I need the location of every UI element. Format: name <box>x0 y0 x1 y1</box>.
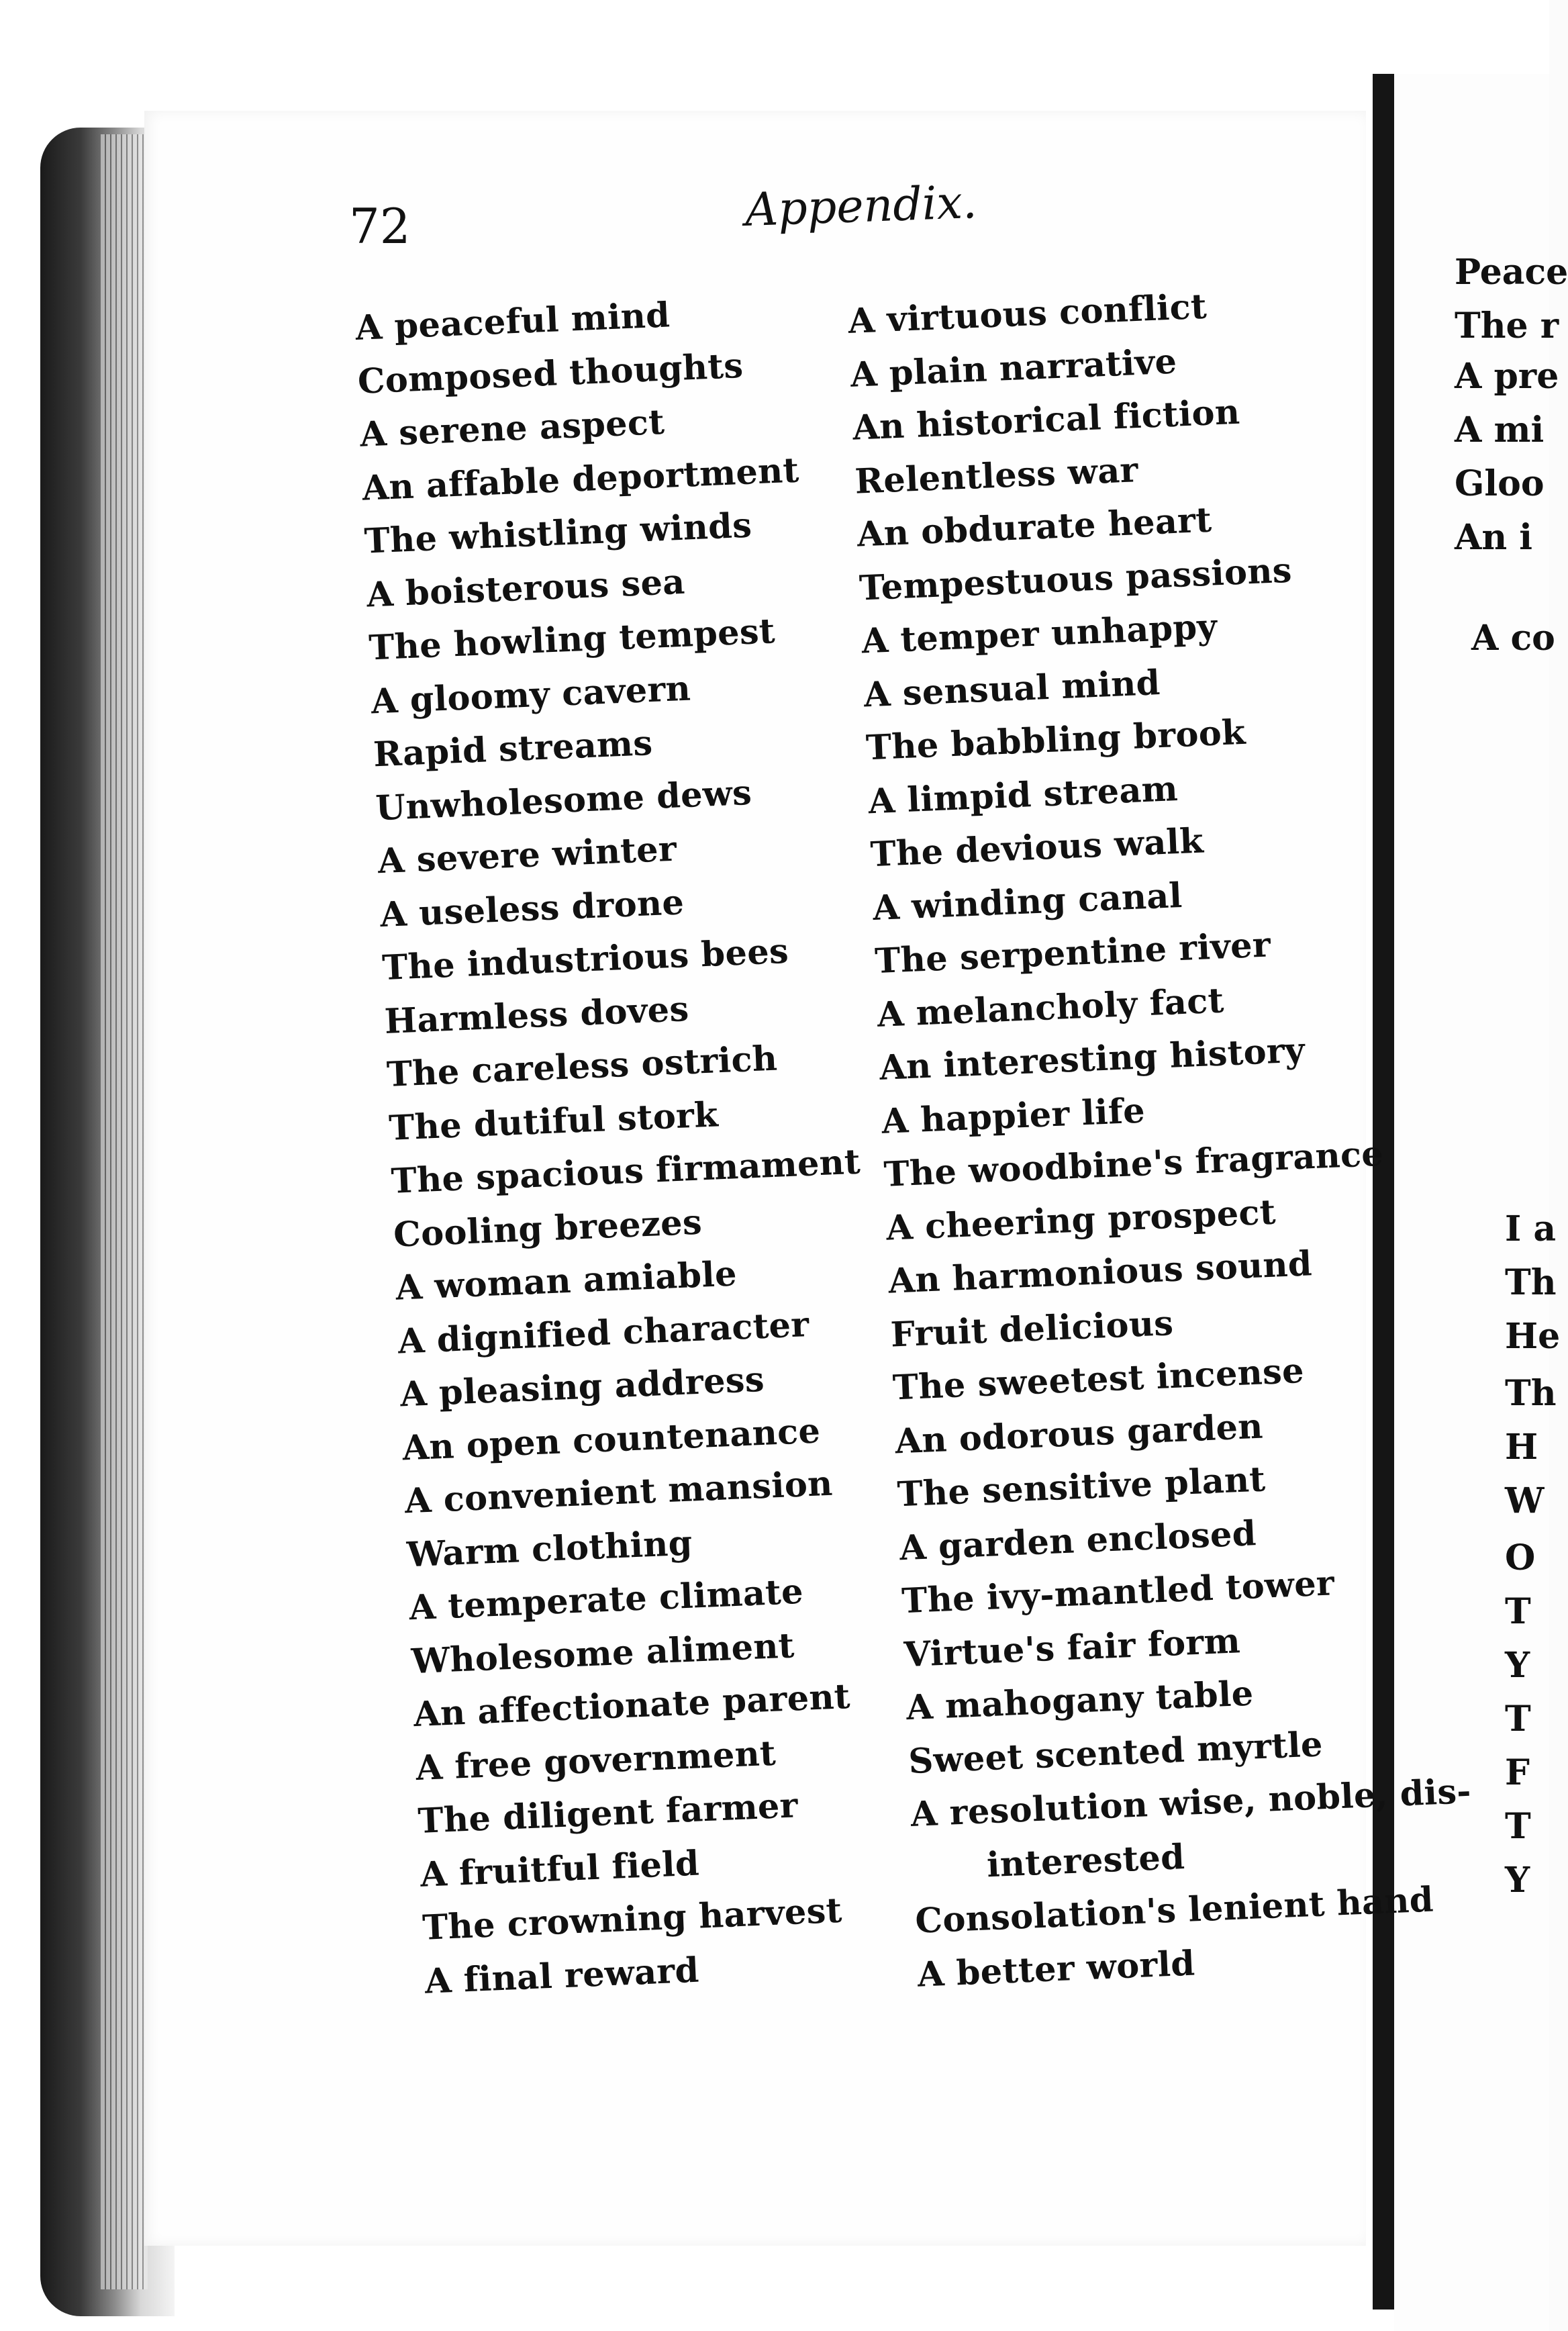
phrase-line: An open countenance <box>401 1410 822 1468</box>
phrase-line: The crowning harvest <box>422 1890 843 1948</box>
phrase-line: Relentless war <box>854 449 1139 502</box>
phrase-line: A better world <box>916 1943 1196 1995</box>
phrase-line: An historical fiction <box>852 391 1241 448</box>
phrase-line: A useless drone <box>379 882 685 935</box>
phrase-line: An obdurate heart <box>856 500 1213 555</box>
phrase-line: A dignified character <box>397 1304 810 1362</box>
phrase-line: An interesting history <box>878 1030 1306 1088</box>
phrase-line: Tempestuous passions <box>859 550 1293 609</box>
facing-page-fragment: Th <box>1505 1262 1557 1303</box>
phrase-line: Rapid streams <box>373 723 654 775</box>
phrase-line: Cooling breezes <box>392 1202 703 1255</box>
facing-page-fragment: Y <box>1505 1860 1530 1901</box>
phrase-line: An affectionate parent <box>412 1676 851 1735</box>
facing-page-fragment: He <box>1505 1316 1561 1357</box>
phrase-line: A garden enclosed <box>898 1513 1257 1568</box>
right-phrase-column <box>847 272 1479 2002</box>
phrase-line: The careless ostrich <box>385 1038 779 1095</box>
phrase-line: A woman amiable <box>395 1253 738 1309</box>
facing-page-fragment: An i <box>1455 517 1533 558</box>
phrase-line: A limpid stream <box>867 768 1179 822</box>
phrase-line: The babbling brook <box>865 712 1246 769</box>
phrase-line: Consolation's lenient hand <box>914 1879 1434 1942</box>
page-stack-edges <box>101 134 148 2289</box>
phrase-line: Wholesome aliment <box>410 1625 795 1682</box>
phrase-line: The devious walk <box>869 820 1205 875</box>
phrase-line: A serene aspect <box>359 401 666 455</box>
phrase-line: A mahogany table <box>905 1673 1255 1729</box>
facing-page-fragment: Peace <box>1455 252 1568 293</box>
phrase-line: An affable deportment <box>361 450 800 509</box>
phrase-line: A happier life <box>881 1090 1146 1142</box>
facing-page-fragment: O <box>1505 1537 1536 1578</box>
phrase-line: The dutiful stork <box>388 1094 720 1149</box>
phrase-line: Warm clothing <box>405 1523 693 1575</box>
phrase-line: The serpentine river <box>874 924 1272 982</box>
phrase-line: A winding canal <box>871 875 1183 929</box>
phrase-line: Harmless doves <box>383 988 690 1042</box>
phrase-line: The woodbine's fragrance <box>883 1133 1385 1195</box>
phrase-line: Composed thoughts <box>356 345 744 402</box>
facing-page-fragment: Th <box>1505 1373 1557 1414</box>
phrase-line: The whistling winds <box>363 505 753 562</box>
phrase-line: A free government <box>415 1733 777 1789</box>
phrase-line: interested <box>985 1836 1186 1885</box>
facing-page-fragment: A pre <box>1455 356 1559 397</box>
phrase-line: A plain narrative <box>849 341 1178 395</box>
facing-page-fragment: A co <box>1471 618 1555 659</box>
facing-page-fragment: W <box>1505 1480 1545 1521</box>
facing-page-fragment: T <box>1505 1591 1531 1632</box>
phrase-line: The sensitive plant <box>896 1459 1267 1515</box>
page-number: 72 <box>349 198 411 254</box>
facing-page-fragment: H <box>1505 1427 1538 1468</box>
phrase-line: A boisterous sea <box>366 561 686 616</box>
phrase-line: The howling tempest <box>368 611 776 669</box>
facing-page-fragment: Gloo <box>1455 463 1545 504</box>
facing-page-fragment: The r <box>1455 305 1559 346</box>
running-header: Appendix. <box>744 175 978 238</box>
facing-page-fragment: A mi <box>1455 410 1545 450</box>
phrase-line: An odorous garden <box>894 1406 1264 1462</box>
phrase-line: The sweetest incense <box>891 1350 1305 1409</box>
facing-page-fragment: T <box>1505 1699 1531 1740</box>
phrase-line: A virtuous conflict <box>847 286 1208 342</box>
phrase-line: The industrious bees <box>381 931 790 989</box>
phrase-line: A temperate climate <box>408 1571 804 1629</box>
phrase-line: The ivy-mantled tower <box>901 1563 1336 1622</box>
phrase-line: A final reward <box>424 1950 700 2002</box>
phrase-line: A cheering prospect <box>885 1191 1277 1249</box>
facing-page-fragment: T <box>1505 1806 1531 1847</box>
left-phrase-column <box>354 283 895 2009</box>
phrase-line: Unwholesome dews <box>375 772 753 828</box>
phrase-line: The spacious firmament <box>390 1141 862 1202</box>
phrase-line: A severe winter <box>377 828 678 882</box>
phrase-line: A pleasing address <box>399 1359 765 1415</box>
phrase-line: A resolution wise, noble, dis- <box>910 1771 1472 1835</box>
phrase-line: A melancholy fact <box>876 980 1225 1035</box>
phrase-line: A sensual mind <box>863 662 1161 715</box>
facing-page-fragment: Y <box>1505 1645 1530 1686</box>
phrase-line: A fruitful field <box>419 1843 700 1895</box>
phrase-line: The diligent farmer <box>417 1785 799 1842</box>
phrase-line: A peaceful mind <box>354 295 671 348</box>
phrase-line: A gloomy cavern <box>370 668 692 722</box>
phrase-line: Fruit delicious <box>889 1302 1175 1355</box>
facing-page-fragment: I a <box>1505 1208 1557 1249</box>
phrase-line: Virtue's fair form <box>903 1620 1241 1675</box>
phrase-line: Sweet scented myrtle <box>908 1723 1324 1782</box>
facing-page-fragment: F <box>1505 1752 1530 1793</box>
phrase-line: A convenient mansion <box>403 1463 834 1522</box>
phrase-line: An harmonious sound <box>887 1243 1313 1302</box>
phrase-line: A temper unhappy <box>861 606 1218 662</box>
